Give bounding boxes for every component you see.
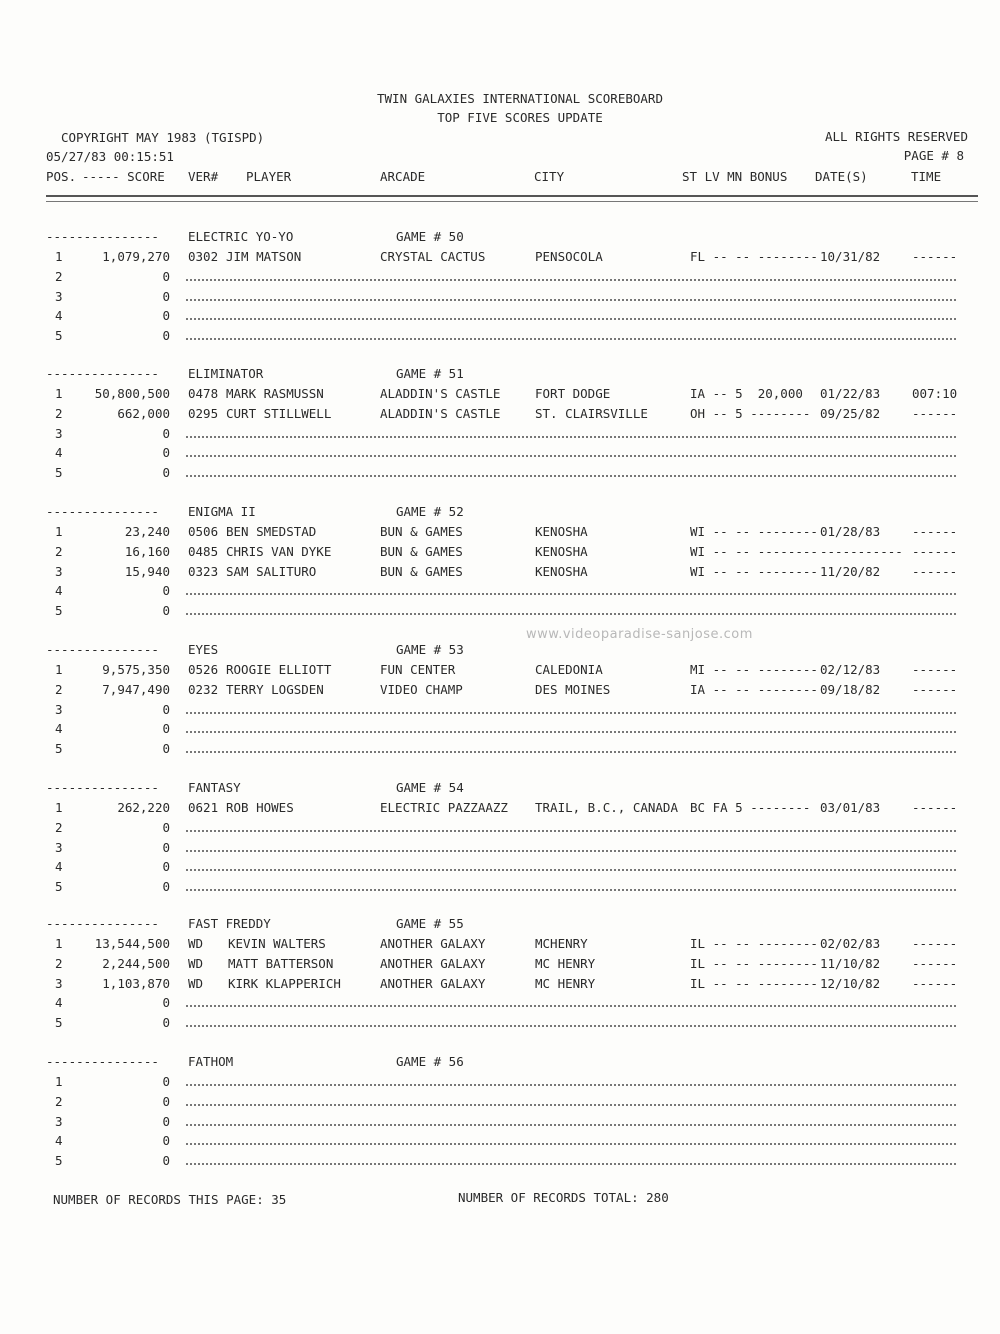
row-player: KIRK KLAPPERICH [228, 976, 341, 991]
game-title: FAST FREDDY [188, 916, 271, 931]
row-state-level-bonus: OH -- 5 -------- [690, 406, 811, 421]
row-position: 2 [55, 406, 63, 421]
game-title: ELIMINATOR [188, 366, 264, 381]
row-position: 2 [55, 682, 63, 697]
col-pos: POS. [46, 169, 77, 184]
row-state-level-bonus: IL -- -- -------- [690, 956, 818, 971]
col-ver: VER# [188, 169, 219, 184]
row-position: 3 [55, 289, 63, 304]
row-state-level-bonus: FL -- -- -------- [690, 249, 818, 264]
row-version: WD [188, 976, 204, 991]
row-position: 2 [55, 544, 63, 559]
row-city: TRAIL, B.C., CANADA [535, 800, 678, 815]
empty-row-dots [186, 731, 956, 733]
row-score: 0 [162, 721, 170, 736]
row-state-level-bonus: IA -- -- -------- [690, 682, 818, 697]
row-score: 50,800,500 [94, 386, 170, 401]
row-score: 0 [162, 603, 170, 618]
row-version: 0323 [188, 564, 219, 579]
row-position: 5 [55, 1015, 63, 1030]
row-time: ------ [912, 800, 958, 815]
row-score: 0 [162, 702, 170, 717]
row-player: TERRY LOGSDEN [226, 682, 324, 697]
row-position: 4 [55, 721, 63, 736]
row-date: ----------- [820, 544, 903, 559]
empty-row-dots [186, 830, 956, 832]
row-player: CURT STILLWELL [226, 406, 332, 421]
row-version: WD [188, 936, 204, 951]
row-state-level-bonus: MI -- -- -------- [690, 662, 818, 677]
row-date: 01/28/83 [820, 524, 881, 539]
game-title: EYES [188, 642, 219, 657]
row-state-level-bonus: IA -- 5 20,000 [690, 386, 803, 401]
row-position: 3 [55, 840, 63, 855]
row-position: 2 [55, 820, 63, 835]
empty-row-dots [186, 1005, 956, 1007]
row-player: ROB HOWES [226, 800, 294, 815]
row-time: ------ [912, 249, 958, 264]
row-version: 0526 [188, 662, 219, 677]
row-score: 0 [162, 741, 170, 756]
row-player: ROOGIE ELLIOTT [226, 662, 332, 677]
row-score: 0 [162, 308, 170, 323]
header-rule [46, 195, 978, 197]
row-score: 662,000 [117, 406, 170, 421]
row-city: PENSOCOLA [535, 249, 603, 264]
row-position: 2 [55, 269, 63, 284]
row-arcade: ALADDIN'S CASTLE [380, 386, 501, 401]
row-position: 4 [55, 1133, 63, 1148]
empty-row-dots [186, 318, 956, 320]
row-city: MC HENRY [535, 956, 596, 971]
row-score: 0 [162, 1094, 170, 1109]
row-score: 13,544,500 [94, 936, 170, 951]
section-separator: --------------- [46, 916, 159, 931]
row-position: 1 [55, 662, 63, 677]
row-date: 03/01/83 [820, 800, 881, 815]
empty-row-dots [186, 751, 956, 753]
copyright-line: COPYRIGHT MAY 1983 (TGISPD) [61, 130, 265, 145]
empty-row-dots [186, 1084, 956, 1086]
empty-row-dots [186, 869, 956, 871]
row-position: 5 [55, 741, 63, 756]
game-title: ELECTRIC YO-YO [188, 229, 294, 244]
row-score: 0 [162, 269, 170, 284]
row-position: 1 [55, 524, 63, 539]
row-city: KENOSHA [535, 544, 588, 559]
empty-row-dots [186, 1163, 956, 1165]
row-time: ------ [912, 956, 958, 971]
empty-row-dots [186, 1124, 956, 1126]
row-arcade: ANOTHER GALAXY [380, 976, 486, 991]
empty-row-dots [186, 613, 956, 615]
row-state-level-bonus: WI -- -- -------- [690, 524, 818, 539]
header-rule-2 [46, 201, 978, 202]
row-score: 0 [162, 465, 170, 480]
row-city: DES MOINES [535, 682, 611, 697]
row-position: 3 [55, 976, 63, 991]
row-score: 0 [162, 820, 170, 835]
row-score: 15,940 [124, 564, 170, 579]
timestamp: 05/27/83 00:15:51 [46, 149, 174, 164]
row-position: 1 [55, 800, 63, 815]
game-number: GAME # 55 [396, 916, 464, 931]
row-time: ------ [912, 406, 958, 421]
row-arcade: VIDEO CHAMP [380, 682, 463, 697]
section-separator: --------------- [46, 780, 159, 795]
row-version: 0232 [188, 682, 219, 697]
row-city: FORT DODGE [535, 386, 611, 401]
row-time: ------ [912, 544, 958, 559]
empty-row-dots [186, 1025, 956, 1027]
row-arcade: ANOTHER GALAXY [380, 956, 486, 971]
row-city: MC HENRY [535, 976, 596, 991]
row-date: 12/10/82 [820, 976, 881, 991]
row-date: 10/31/82 [820, 249, 881, 264]
row-score: 9,575,350 [102, 662, 170, 677]
row-score: 1,103,870 [102, 976, 170, 991]
row-player: SAM SALITURO [226, 564, 317, 579]
row-version: WD [188, 956, 204, 971]
row-city: MCHENRY [535, 936, 588, 951]
row-date: 09/18/82 [820, 682, 881, 697]
row-player: CHRIS VAN DYKE [226, 544, 332, 559]
row-position: 5 [55, 879, 63, 894]
col-st-lv-mn-bonus: ST LV MN BONUS [682, 169, 788, 184]
col-player: PLAYER [246, 169, 292, 184]
row-time: ------ [912, 936, 958, 951]
row-score: 0 [162, 879, 170, 894]
game-number: GAME # 54 [396, 780, 464, 795]
empty-row-dots [186, 850, 956, 852]
row-city: KENOSHA [535, 524, 588, 539]
document-title: TWIN GALAXIES INTERNATIONAL SCOREBOARD [377, 91, 663, 106]
empty-row-dots [186, 712, 956, 714]
row-score: 0 [162, 328, 170, 343]
row-date: 11/10/82 [820, 956, 881, 971]
row-arcade: ELECTRIC PAZZAAZZ [380, 800, 508, 815]
game-number: GAME # 51 [396, 366, 464, 381]
row-date: 02/12/83 [820, 662, 881, 677]
records-this-page: NUMBER OF RECORDS THIS PAGE: 35 [53, 1192, 287, 1207]
row-position: 3 [55, 702, 63, 717]
row-score: 0 [162, 445, 170, 460]
row-city: CALEDONIA [535, 662, 603, 677]
row-position: 1 [55, 1074, 63, 1089]
game-title: FATHOM [188, 1054, 234, 1069]
row-arcade: ALADDIN'S CASTLE [380, 406, 501, 421]
row-city: KENOSHA [535, 564, 588, 579]
row-position: 5 [55, 328, 63, 343]
row-score: 0 [162, 859, 170, 874]
row-score: 0 [162, 289, 170, 304]
game-number: GAME # 53 [396, 642, 464, 657]
empty-row-dots [186, 279, 956, 281]
row-time: ------ [912, 662, 958, 677]
row-position: 4 [55, 308, 63, 323]
row-position: 2 [55, 956, 63, 971]
game-number: GAME # 52 [396, 504, 464, 519]
section-separator: --------------- [46, 642, 159, 657]
row-state-level-bonus: BC FA 5 -------- [690, 800, 811, 815]
row-arcade: BUN & GAMES [380, 564, 463, 579]
game-title: FANTASY [188, 780, 241, 795]
row-position: 3 [55, 564, 63, 579]
watermark: www.videoparadise-sanjose.com [526, 627, 753, 642]
row-position: 2 [55, 1094, 63, 1109]
empty-row-dots [186, 1104, 956, 1106]
row-position: 3 [55, 1114, 63, 1129]
row-player: KEVIN WALTERS [228, 936, 326, 951]
row-position: 1 [55, 249, 63, 264]
row-position: 5 [55, 1153, 63, 1168]
section-separator: --------------- [46, 504, 159, 519]
row-arcade: CRYSTAL CACTUS [380, 249, 486, 264]
row-score: 0 [162, 1153, 170, 1168]
row-position: 3 [55, 426, 63, 441]
row-date: 11/20/82 [820, 564, 881, 579]
empty-row-dots [186, 475, 956, 477]
row-time: ------ [912, 682, 958, 697]
row-date: 01/22/83 [820, 386, 881, 401]
row-time: ------ [912, 524, 958, 539]
row-score: 0 [162, 426, 170, 441]
row-score: 23,240 [124, 524, 170, 539]
row-score: 0 [162, 1074, 170, 1089]
col-time: TIME [911, 169, 942, 184]
row-score: 262,220 [117, 800, 170, 815]
rights-line: ALL RIGHTS RESERVED [825, 129, 968, 144]
col-city: CITY [534, 169, 565, 184]
empty-row-dots [186, 299, 956, 301]
row-player: JIM MATSON [226, 249, 302, 264]
row-position: 1 [55, 386, 63, 401]
empty-row-dots [186, 593, 956, 595]
row-player: MARK RASMUSSN [226, 386, 324, 401]
game-title: ENIGMA II [188, 504, 256, 519]
row-score: 2,244,500 [102, 956, 170, 971]
row-arcade: ANOTHER GALAXY [380, 936, 486, 951]
row-position: 4 [55, 859, 63, 874]
row-score: 0 [162, 995, 170, 1010]
row-state-level-bonus: IL -- -- -------- [690, 936, 818, 951]
row-position: 5 [55, 465, 63, 480]
row-player: BEN SMEDSTAD [226, 524, 317, 539]
row-version: 0621 [188, 800, 219, 815]
row-arcade: BUN & GAMES [380, 524, 463, 539]
section-separator: --------------- [46, 366, 159, 381]
row-version: 0485 [188, 544, 219, 559]
empty-row-dots [186, 1143, 956, 1145]
game-number: GAME # 56 [396, 1054, 464, 1069]
row-position: 1 [55, 936, 63, 951]
row-version: 0506 [188, 524, 219, 539]
section-separator: --------------- [46, 1054, 159, 1069]
row-arcade: FUN CENTER [380, 662, 456, 677]
empty-row-dots [186, 455, 956, 457]
row-score: 0 [162, 1114, 170, 1129]
row-score: 0 [162, 1015, 170, 1030]
empty-row-dots [186, 338, 956, 340]
row-score: 0 [162, 1133, 170, 1148]
row-score: 16,160 [124, 544, 170, 559]
row-score: 0 [162, 583, 170, 598]
row-time: 007:10 [912, 386, 958, 401]
col-arcade: ARCADE [380, 169, 426, 184]
row-date: 09/25/82 [820, 406, 881, 421]
row-state-level-bonus: WI -- -- -------- [690, 544, 818, 559]
row-score: 1,079,270 [102, 249, 170, 264]
row-state-level-bonus: IL -- -- -------- [690, 976, 818, 991]
page-number: PAGE # 8 [903, 148, 964, 163]
row-time: ------ [912, 976, 958, 991]
row-version: 0302 [188, 249, 219, 264]
game-number: GAME # 50 [396, 229, 464, 244]
row-arcade: BUN & GAMES [380, 544, 463, 559]
col-dates: DATE(S) [815, 169, 868, 184]
row-version: 0478 [188, 386, 219, 401]
row-position: 5 [55, 603, 63, 618]
row-state-level-bonus: WI -- -- -------- [690, 564, 818, 579]
records-total: NUMBER OF RECORDS TOTAL: 280 [458, 1190, 669, 1205]
empty-row-dots [186, 436, 956, 438]
row-player: MATT BATTERSON [228, 956, 334, 971]
row-position: 4 [55, 583, 63, 598]
row-date: 02/02/83 [820, 936, 881, 951]
col-score: ----- SCORE [82, 169, 165, 184]
row-score: 7,947,490 [102, 682, 170, 697]
row-position: 4 [55, 995, 63, 1010]
row-score: 0 [162, 840, 170, 855]
empty-row-dots [186, 889, 956, 891]
row-position: 4 [55, 445, 63, 460]
row-time: ------ [912, 564, 958, 579]
row-version: 0295 [188, 406, 219, 421]
row-city: ST. CLAIRSVILLE [535, 406, 648, 421]
document-subtitle: TOP FIVE SCORES UPDATE [437, 110, 603, 125]
section-separator: --------------- [46, 229, 159, 244]
